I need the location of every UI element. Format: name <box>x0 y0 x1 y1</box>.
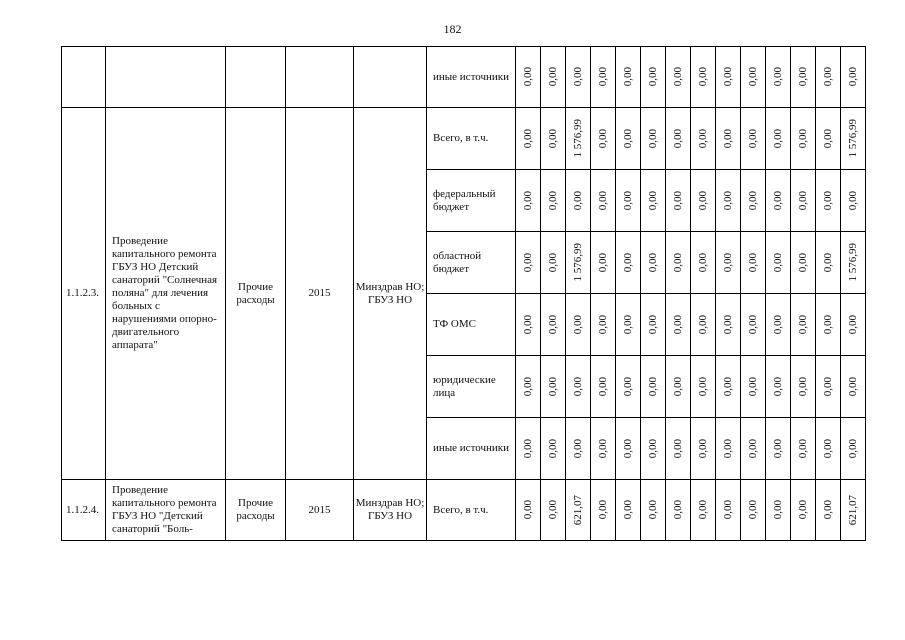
value-text: 0,00 <box>597 376 609 397</box>
value-cell <box>766 418 791 480</box>
value-text: 0,00 <box>847 314 859 335</box>
value-text: 0,00 <box>622 314 634 335</box>
value-cell <box>716 47 741 108</box>
value-text: 0,00 <box>547 190 559 211</box>
value-text: 0,00 <box>597 500 609 520</box>
value-cell <box>691 418 716 480</box>
value-text: 1 576,99 <box>572 119 584 158</box>
value-text: 0,00 <box>697 190 709 211</box>
value-cell <box>591 170 616 232</box>
value-text: 0,00 <box>772 314 784 335</box>
year: 2015 <box>286 480 354 541</box>
value-text: 0,00 <box>672 314 684 335</box>
value-text: 0,00 <box>572 190 584 211</box>
value-cell <box>816 294 841 356</box>
empty-cell <box>106 47 226 108</box>
value-text: 0,00 <box>547 438 559 459</box>
value-cell <box>641 232 666 294</box>
value-text: 0,00 <box>772 252 784 273</box>
value-cell <box>691 294 716 356</box>
value-text: 621,07 <box>572 494 584 526</box>
value-text: 0,00 <box>522 314 534 335</box>
value-text: 0,00 <box>772 438 784 459</box>
value-cell <box>541 480 566 541</box>
value-cell <box>791 108 816 170</box>
value-cell <box>691 480 716 541</box>
item-code: 1.1.2.4. <box>62 480 106 541</box>
value-cell <box>541 232 566 294</box>
value-text: 0,00 <box>597 190 609 211</box>
value-text: 0,00 <box>722 376 734 397</box>
value-cell <box>566 418 591 480</box>
value-text: 0,00 <box>797 190 809 211</box>
value-cell <box>666 47 691 108</box>
value-text: 0,00 <box>697 376 709 397</box>
value-cell <box>791 47 816 108</box>
value-cell <box>591 108 616 170</box>
source-cell: иные источники <box>427 47 516 108</box>
value-cell <box>741 294 766 356</box>
value-text: 0,00 <box>847 376 859 397</box>
value-cell <box>816 170 841 232</box>
value-cell <box>841 480 866 541</box>
value-text: 0,00 <box>547 67 559 87</box>
value-cell <box>616 480 641 541</box>
source-cell: иные источники <box>427 418 516 480</box>
page-number: 182 <box>443 22 462 36</box>
expense-type: Прочие расходы <box>226 480 286 541</box>
value-text: 0,00 <box>822 500 834 520</box>
source-cell: федеральный бюджет <box>427 170 516 232</box>
value-cell <box>516 418 541 480</box>
value-text: 0,00 <box>747 500 759 520</box>
value-text: 0,00 <box>697 500 709 520</box>
value-text: 0,00 <box>722 252 734 273</box>
value-text: 0,00 <box>547 376 559 397</box>
value-cell <box>566 294 591 356</box>
value-cell <box>541 47 566 108</box>
executor: Минздрав НО; ГБУЗ НО <box>354 108 427 480</box>
value-cell <box>541 294 566 356</box>
value-cell <box>641 480 666 541</box>
value-cell <box>591 418 616 480</box>
value-text: 0,00 <box>822 252 834 273</box>
value-cell <box>741 480 766 541</box>
table-row <box>62 480 866 541</box>
value-cell <box>516 356 541 418</box>
value-cell <box>516 480 541 541</box>
value-text: 0,00 <box>722 128 734 149</box>
value-cell <box>616 108 641 170</box>
value-text: 0,00 <box>797 438 809 459</box>
value-text: 0,00 <box>822 67 834 87</box>
value-cell <box>616 356 641 418</box>
value-cell <box>616 47 641 108</box>
value-cell <box>516 294 541 356</box>
value-text: 0,00 <box>722 438 734 459</box>
value-text: 0,00 <box>572 438 584 459</box>
value-text: 0,00 <box>747 128 759 149</box>
value-cell <box>741 232 766 294</box>
value-text: 0,00 <box>822 438 834 459</box>
value-text: 0,00 <box>697 314 709 335</box>
value-cell <box>516 232 541 294</box>
empty-cell <box>354 47 427 108</box>
value-text: 0,00 <box>822 376 834 397</box>
value-cell <box>741 418 766 480</box>
value-text: 0,00 <box>672 376 684 397</box>
value-cell <box>641 108 666 170</box>
value-text: 0,00 <box>622 438 634 459</box>
value-cell <box>841 294 866 356</box>
value-cell <box>666 232 691 294</box>
value-cell <box>816 108 841 170</box>
value-cell <box>691 108 716 170</box>
value-text: 0,00 <box>547 314 559 335</box>
value-cell <box>616 232 641 294</box>
value-cell <box>816 480 841 541</box>
value-cell <box>666 108 691 170</box>
value-cell <box>716 108 741 170</box>
value-cell <box>641 294 666 356</box>
value-cell <box>541 170 566 232</box>
value-text: 0,00 <box>597 314 609 335</box>
value-cell <box>691 232 716 294</box>
value-text: 0,00 <box>622 500 634 520</box>
value-cell <box>691 47 716 108</box>
value-text: 0,00 <box>847 67 859 87</box>
table-row <box>62 108 866 170</box>
value-text: 0,00 <box>597 67 609 87</box>
value-text: 0,00 <box>597 252 609 273</box>
value-cell <box>791 418 816 480</box>
value-text: 0,00 <box>597 128 609 149</box>
value-cell <box>591 480 616 541</box>
value-cell <box>566 47 591 108</box>
value-cell <box>741 170 766 232</box>
value-text: 0,00 <box>672 67 684 87</box>
value-cell <box>541 418 566 480</box>
value-text: 0,00 <box>697 438 709 459</box>
value-cell <box>716 232 741 294</box>
value-text: 0,00 <box>747 314 759 335</box>
value-text: 1 576,99 <box>847 119 859 158</box>
value-cell <box>766 47 791 108</box>
value-text: 621,07 <box>847 494 859 526</box>
value-cell <box>591 47 616 108</box>
value-text: 0,00 <box>847 190 859 211</box>
item-code: 1.1.2.3. <box>62 108 106 480</box>
value-text: 0,00 <box>647 190 659 211</box>
value-cell <box>641 356 666 418</box>
value-text: 0,00 <box>797 314 809 335</box>
source-cell: юридические лица <box>427 356 516 418</box>
value-text: 0,00 <box>822 314 834 335</box>
empty-cell <box>62 47 106 108</box>
value-text: 0,00 <box>522 500 534 520</box>
value-cell <box>841 418 866 480</box>
value-cell <box>591 294 616 356</box>
value-cell <box>841 232 866 294</box>
value-text: 0,00 <box>747 67 759 87</box>
value-cell <box>716 418 741 480</box>
value-text: 0,00 <box>672 252 684 273</box>
value-cell <box>766 170 791 232</box>
value-cell <box>666 356 691 418</box>
value-cell <box>591 232 616 294</box>
value-cell <box>766 294 791 356</box>
value-text: 0,00 <box>697 252 709 273</box>
value-cell <box>666 418 691 480</box>
value-cell <box>666 170 691 232</box>
value-cell <box>766 356 791 418</box>
expense-type: Прочие расходы <box>226 108 286 480</box>
source-cell: Всего, в т.ч. <box>427 108 516 170</box>
value-text: 0,00 <box>747 438 759 459</box>
value-text: 0,00 <box>547 252 559 273</box>
value-text: 0,00 <box>847 438 859 459</box>
value-text: 0,00 <box>522 190 534 211</box>
value-cell <box>741 356 766 418</box>
source-cell: ТФ ОМС <box>427 294 516 356</box>
value-cell <box>816 418 841 480</box>
value-cell <box>616 418 641 480</box>
value-cell <box>591 356 616 418</box>
value-cell <box>566 108 591 170</box>
value-cell <box>741 108 766 170</box>
value-text: 0,00 <box>622 128 634 149</box>
source-cell: Всего, в т.ч. <box>427 480 516 541</box>
value-cell <box>566 480 591 541</box>
value-text: 0,00 <box>797 252 809 273</box>
value-text: 0,00 <box>622 190 634 211</box>
value-text: 0,00 <box>547 128 559 149</box>
value-cell <box>791 170 816 232</box>
value-cell <box>766 232 791 294</box>
value-cell <box>741 47 766 108</box>
value-text: 0,00 <box>597 438 609 459</box>
value-text: 0,00 <box>572 376 584 397</box>
value-text: 0,00 <box>647 500 659 520</box>
value-text: 1 576,99 <box>572 243 584 282</box>
value-text: 0,00 <box>772 376 784 397</box>
source-cell: областной бюджет <box>427 232 516 294</box>
empty-cell <box>226 47 286 108</box>
value-cell <box>816 47 841 108</box>
value-text: 0,00 <box>522 67 534 87</box>
value-text: 0,00 <box>772 128 784 149</box>
value-text: 0,00 <box>672 438 684 459</box>
value-cell <box>791 294 816 356</box>
budget-table <box>61 46 866 541</box>
value-text: 0,00 <box>647 438 659 459</box>
value-cell <box>516 47 541 108</box>
value-cell <box>566 356 591 418</box>
value-cell <box>841 356 866 418</box>
value-cell <box>691 170 716 232</box>
value-cell <box>791 356 816 418</box>
value-text: 0,00 <box>722 190 734 211</box>
value-text: 0,00 <box>522 376 534 397</box>
value-cell <box>516 170 541 232</box>
value-cell <box>616 170 641 232</box>
value-text: 0,00 <box>647 67 659 87</box>
value-cell <box>566 232 591 294</box>
value-text: 0,00 <box>622 67 634 87</box>
value-cell <box>516 108 541 170</box>
value-cell <box>816 356 841 418</box>
value-text: 0,00 <box>747 252 759 273</box>
value-cell <box>766 108 791 170</box>
value-cell <box>641 170 666 232</box>
value-text: 0,00 <box>572 67 584 87</box>
value-cell <box>541 356 566 418</box>
value-text: 0,00 <box>522 128 534 149</box>
value-text: 0,00 <box>797 376 809 397</box>
value-text: 0,00 <box>722 500 734 520</box>
value-cell <box>691 356 716 418</box>
value-text: 0,00 <box>772 67 784 87</box>
value-cell <box>716 480 741 541</box>
table-row <box>62 47 866 108</box>
value-text: 0,00 <box>822 128 834 149</box>
value-text: 0,00 <box>622 376 634 397</box>
value-text: 0,00 <box>522 438 534 459</box>
value-text: 0,00 <box>647 376 659 397</box>
value-text: 0,00 <box>797 67 809 87</box>
value-cell <box>641 47 666 108</box>
value-text: 1 576,99 <box>847 243 859 282</box>
value-text: 0,00 <box>697 67 709 87</box>
value-text: 0,00 <box>772 190 784 211</box>
value-cell <box>716 356 741 418</box>
item-name: Проведение капитального ремонта ГБУЗ НО Детский санаторий "Солнечная поляна" для лечения больных с нарушениями опорно-двигательного аппарата" <box>106 108 226 480</box>
value-text: 0,00 <box>572 314 584 335</box>
value-cell <box>841 47 866 108</box>
value-text: 0,00 <box>747 376 759 397</box>
value-cell <box>641 418 666 480</box>
value-text: 0,00 <box>797 500 809 520</box>
value-text: 0,00 <box>797 128 809 149</box>
value-cell <box>841 108 866 170</box>
value-cell <box>541 108 566 170</box>
value-text: 0,00 <box>697 128 709 149</box>
value-text: 0,00 <box>672 128 684 149</box>
value-text: 0,00 <box>722 67 734 87</box>
value-text: 0,00 <box>822 190 834 211</box>
value-text: 0,00 <box>622 252 634 273</box>
value-text: 0,00 <box>647 128 659 149</box>
value-text: 0,00 <box>647 314 659 335</box>
value-cell <box>666 480 691 541</box>
empty-cell <box>286 47 354 108</box>
value-cell <box>566 170 591 232</box>
value-cell <box>716 170 741 232</box>
item-name: Проведение капитального ремонта ГБУЗ НО "Детский санаторий "Боль- <box>106 480 226 541</box>
year: 2015 <box>286 108 354 480</box>
value-cell <box>791 232 816 294</box>
value-cell <box>841 170 866 232</box>
value-text: 0,00 <box>722 314 734 335</box>
value-text: 0,00 <box>547 500 559 520</box>
value-cell <box>616 294 641 356</box>
value-text: 0,00 <box>522 252 534 273</box>
value-cell <box>766 480 791 541</box>
value-text: 0,00 <box>672 190 684 211</box>
value-cell <box>666 294 691 356</box>
value-cell <box>791 480 816 541</box>
executor: Минздрав НО; ГБУЗ НО <box>354 480 427 541</box>
value-text: 0,00 <box>647 252 659 273</box>
value-text: 0,00 <box>672 500 684 520</box>
value-text: 0,00 <box>747 190 759 211</box>
value-cell <box>816 232 841 294</box>
value-text: 0,00 <box>772 500 784 520</box>
value-cell <box>716 294 741 356</box>
